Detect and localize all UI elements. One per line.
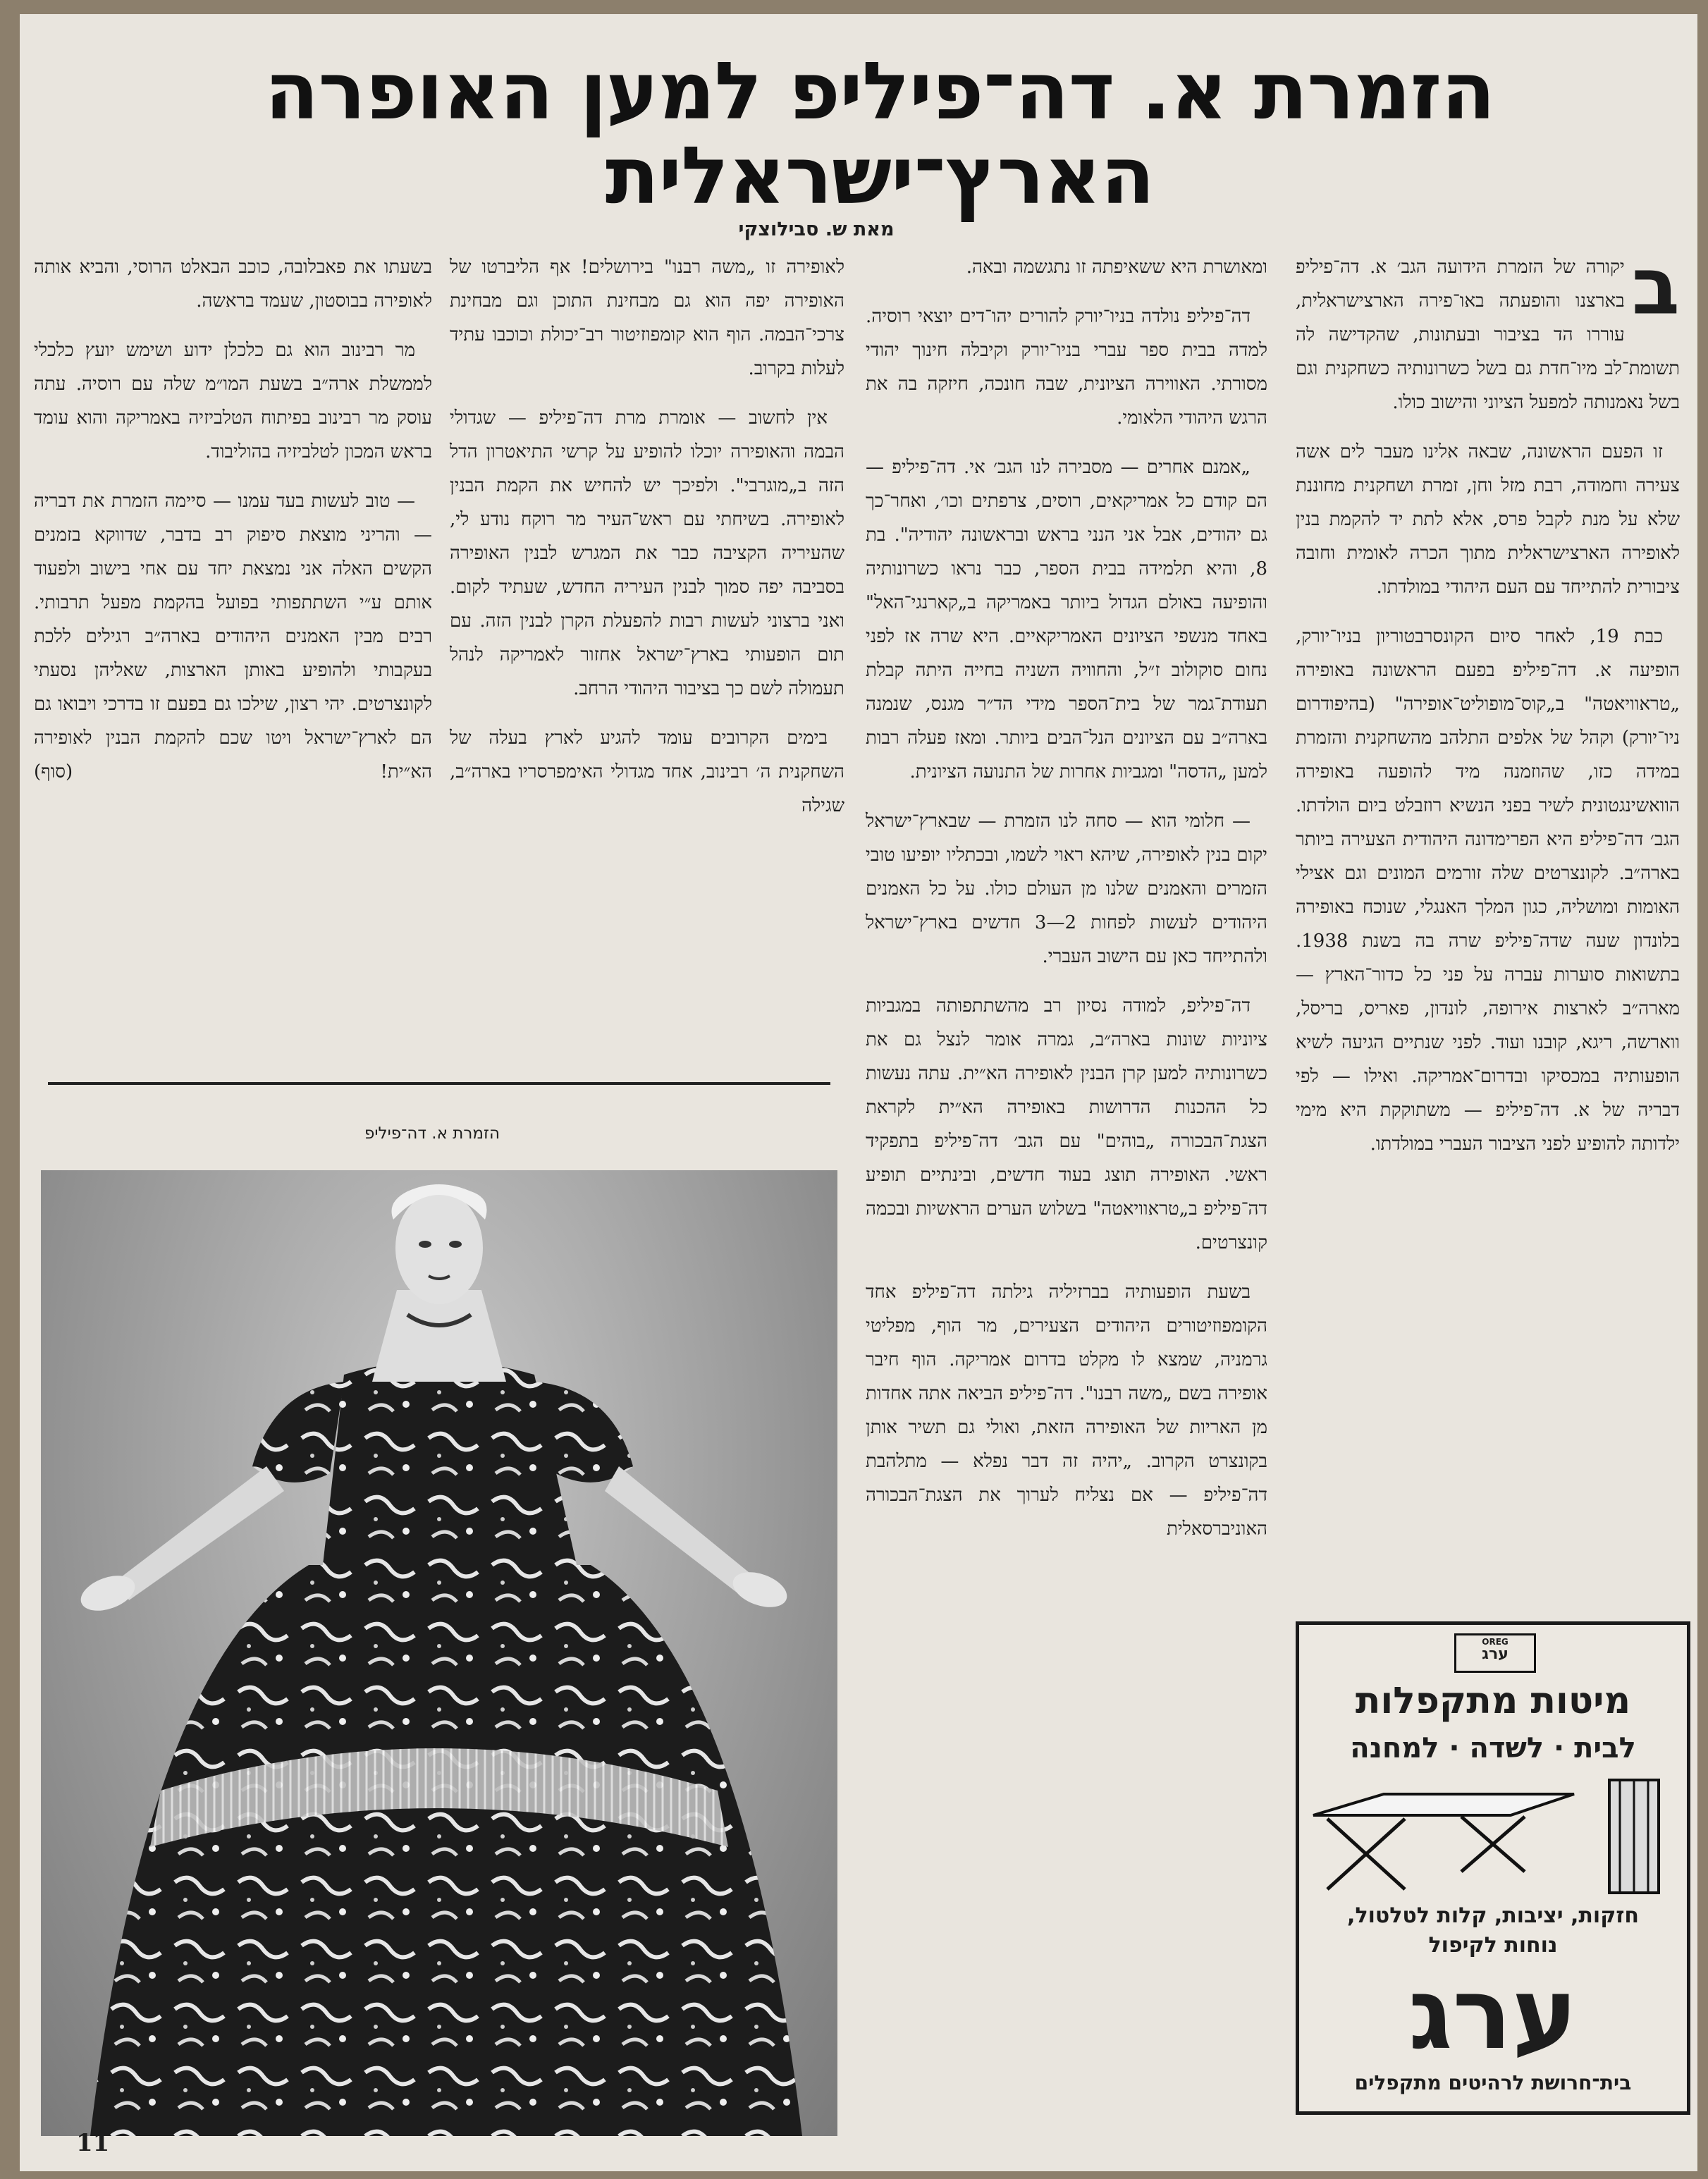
page-number: 11 — [76, 2129, 110, 2157]
logo-latin-text: OREG — [1482, 1637, 1509, 1647]
magazine-page — [20, 14, 1697, 2171]
paragraph: — חלומי הוא — סחה לנו הזמרת — שבארץ־ישראל יקום בנין לאופירה, שיהא ראוי לשמו, ובכתליו יופיעו טובי הזמרים והאמנים שלנו מן העולם כולו. על כל האמנים היהודים לעשות לפחות 2—3 חדשים בארץ־ישראל ולהתייחד כאן עם הישוב העברי. — [866, 811, 1267, 967]
article-column-1 — [1296, 241, 1680, 1177]
paragraph — [34, 484, 432, 789]
brand-logo — [1454, 1633, 1536, 1673]
article-column-2 — [866, 250, 1267, 2154]
ad-title: מיטות מתקפלות — [1355, 1680, 1631, 1722]
paragraph: זו הפעם הראשונה, שבאה אלינו מעבר לים אשה צעירה וחמודה, רבת מזל וחן, זמרת ושחקנית מחוננת שלא על מנת לקבל פרס, אלא לתת יד להקמת בנין לאופירה הארצישראלית מתוך הכרה לאומית וחובה ציבורית להתייחד עם העם היהודי במולדתו. — [1296, 441, 1680, 598]
paragraph: אין לחשוב — אומרת מרת דה־פיליפ — שגדולי הבמה והאופירה יוכלו להופיע על קרשי התיאטרון הדל הזה ב„מוגרבי". ולפיכך יש להחיש את הקמת הבנין לאופירה. בשיחתי עם ראש־העיר מר רוקח נודע לי, שהעיריה הקציבה כבר את המגרש לבנין האופירה בסביבה יפה סמוך לבנין העיריה החדש, שעתיד לקום. ואני ברצוני לעשות רבות להפעלת הקרן לבנין הזה. עם תום הופעותי בארץ־ישראל אחזור לאמריקה לנהל תעמולה לשם כך בציבור היהודי הרחב. — [450, 407, 844, 699]
paragraph-text: יקורה של הזמרת הידועה הגב׳ א. דה־פיליפ בארצנו והופעתה באו־פירה הארצישראלית, עוררו הד בציבור ובעתונות, שהקדישה לה תשומת־לב מיו־חדת גם בשל כשרונותיה כשחקנית וגם בשל נאמנותה למפעל הציוני והישוב כולו. — [1296, 257, 1680, 413]
ad-features-line-1: חזקות, יציבות, קלות לטלטול, — [1347, 1903, 1639, 1928]
section-divider — [48, 1082, 830, 1085]
folding-beds-advertisement — [1296, 1621, 1690, 2115]
paragraph: דה־פיליפ נולדה בניו־יורק להורים יהו־דים יוצאי רוסיה. למדה בבית ספר עברי בניו־יורק וקיבלה חינוך יהודי מסורתי. האווירה הציונית, שבה חונכה, חיזקה בה את הרגש היהודי הלאומי. — [866, 306, 1267, 429]
drop-cap: ב — [1631, 241, 1680, 333]
paragraph: כבת 19, לאחר סיום הקונסרבטוריון בניו־יורק, הופיעה א. דה־פיליפ בפעם הראשונה באופירה „טראוויאטה" ב„קוס־מופוליט־אופירה" (בהיפודרום ניו־יורק) וקהל של אלפים התלהב מהשחקנית והזמרת במידה כזו, שהוזמנה מיד להופעה באופירה הוואשינגטונית לשיר בפני הנשיא רוזבלט ביום הולדתו. הגב׳ דה־פיליפ היא הפרימדונה היהודית הצעירה ביותר בארה״ב. לקונצרטים שלה זורמים המונים וגם אצילי האומות ומושליה, כגון המלך האנגלי, שנוכח באופירה בלונדון שעה שדה־פיליפ שרה בה בשנת 1938. בתשואות סוערות עברה על פני כל כדור־הארץ — מארה״ב לארצות אירופה, לונדון, פאריס, בריסל, ווארשה, ריגא, קובנו ועוד. לפני שנתיים הגיעה לשיא הופעותיה במכסיקו ובדרום־אמריקה. ואילו — לפי דבריה של א. דה־פיליפ — משתוקקת היא מימי ילדותה להופיע לפני הציבור העברי במולדתו. — [1296, 626, 1680, 1155]
logo-hebrew-text: ערג — [1482, 1645, 1509, 1663]
paragraph — [1296, 241, 1680, 419]
ad-footer: בית־חרושת לרהיטים מתקפלים — [1354, 2071, 1632, 2094]
paragraph: ומאושרת היא ששאיפתה זו נתגשמה ובאה. — [966, 257, 1267, 278]
headline-line-2: הארץ־ישראלית — [605, 130, 1155, 222]
singer-photo — [41, 1170, 837, 2136]
paragraph-text: — טוב לעשות בעד עמנו — סיימה הזמרת את דבריה — והריני מוצאת סיפוק רב בדבר, שדווקא בזמנים הקשים האלה אני נמצאת יחד עם אחי בישוב ולפעוד אותם ע״י השתתפותי בפועל בהקמת מפעל תרבותי. רבים מבין האמנים היהודים בארה״ב רגילים ללכת בעקבותי ולהופיע באותן הארצות, שאליהן נסעתי לקונצרטים. יהי רצון, שילכו גם בפעם זו בדרכי ויבואו גם הם לארץ־ישראל ויטו שכם להקמת הבנין לאופירה הא״ית! — [34, 491, 432, 782]
ad-subtitle: לבית · לשדה · למחנה — [1350, 1732, 1636, 1764]
paragraph: דה־פיליפ, למודה נסיון רב מהשתתפותה במגביות ציוניות שונות בארה״ב, גמרה אומר לנצל גם את כשרונותיה למען קרן הבנין לאופירה הא״ית. עתה נעשות כל ההכנות הדרושות באופירה הא״ית לקראת הצגת־הבכורה „בוהים" עם הגב׳ דה־פיליפ בתפקיד ראשי. האופירה תוצג בעוד חדשים, ובינתיים תופיע דה־פיליפ ב„טראוויאטה" בשלוש הערים הראשיות ובכמה קונצרטים. — [866, 995, 1267, 1253]
ad-brand-name: ערג — [1408, 1957, 1578, 2072]
paragraph: בשעת הופעותיה בברזיליה גילתה דה־פיליפ אחד הקומפוזיטורים היהודים הצעירים, מר הוף, מפליטי גרמניה, שמצא לו מקלט בדרום אמריקה. הוף חיבר אופירה בשם „משה רבנו". דה־פיליפ הביאה אתה אחדות מן האריות של האופירה הזאת, ואולי גם תשיר אותן בקונצרט הקרוב. „יהיה זה דבר נפלא — מתלהבת דה־פיליפ — אם נצליח לערוך את הצגת־הבכורה האוניברסאלית — [866, 1282, 1267, 1540]
paragraph: מר רבינוב הוא גם כלכלן ידוע ושימש יועץ כלכלי לממשלת ארה״ב בשעת המו״מ שלה עם רוסיה. עתה עוסק מר רבינוב בפיתוח הטלביזיה באמריקה והוא עומד בראש המכון לטלביזיה בהוליבוד. — [34, 340, 432, 462]
paragraph: בימים הקרובים עומד להגיע לארץ בעלה של השחקנית ה׳ רבינוב, אחד מגדולי האימפרסריו בארה״ב, שגילה — [450, 728, 844, 816]
article-column-4 — [34, 250, 432, 804]
paragraph: לאופירה זו „משה רבנו" בירושלים! אף הליברטו של האופירה יפה הוא גם מבחינת התוכן וגם מבחינת צרכי־הבמה. הוף הוא קומפוזיטור רב־יכולת וכוכבו עתיד לעלות בקרוב. — [450, 257, 844, 379]
paragraph: בשעתו את פאבלובה, כוכב הבאלט הרוסי, והביא אותה לאופירה בבוסטון, שעמד בראשה. — [34, 257, 432, 312]
ad-features-line-2: נוחות לקיפול — [1428, 1933, 1558, 1958]
article-column-3 — [450, 250, 844, 838]
paragraph: „אמנם אחרים — מסבירה לנו הגב׳ אי. דה־פיליפ — הם קודם כל אמריקאים, רוסים, צרפתים וכו׳, ואחר־כך גם יהודים, אבל אני הנני בראש ובראשונה יהודיה". בת 8, והיא תלמידה בבית הספר, כבר נראו כשרונותיה והופיעה באולם הגדול ביותר באמריקה ב„קארנגי־האל" באחד מנשפי הציונים האמריקאיים. היא שרה אז לפני נחום סוקולוב ז״ל, והחוויה השניה בחייה היתה קבלת תעודת־גמר של בית־הספר מידי הד״ר מגנס, שנמנה בארה״ב עם הציונים הנל־הבים ביותר. ומאז פעלה רבות למען „הדסה" ומגביות אחרות של התנועה הציונית. — [866, 457, 1267, 782]
photo-caption: הזמרת א. דה־פיליפ — [364, 1124, 500, 1143]
folding-cot-illustration — [1299, 1773, 1687, 1900]
singer-illustration — [41, 1170, 837, 2136]
ad-features — [1306, 1901, 1680, 1960]
byline: מאת ש. סבילוצקי — [738, 219, 895, 240]
headline-line-1: הזמרת א. דה־פיליפ למען האופרה — [264, 46, 1495, 137]
end-mark: (סוף) — [34, 761, 73, 782]
